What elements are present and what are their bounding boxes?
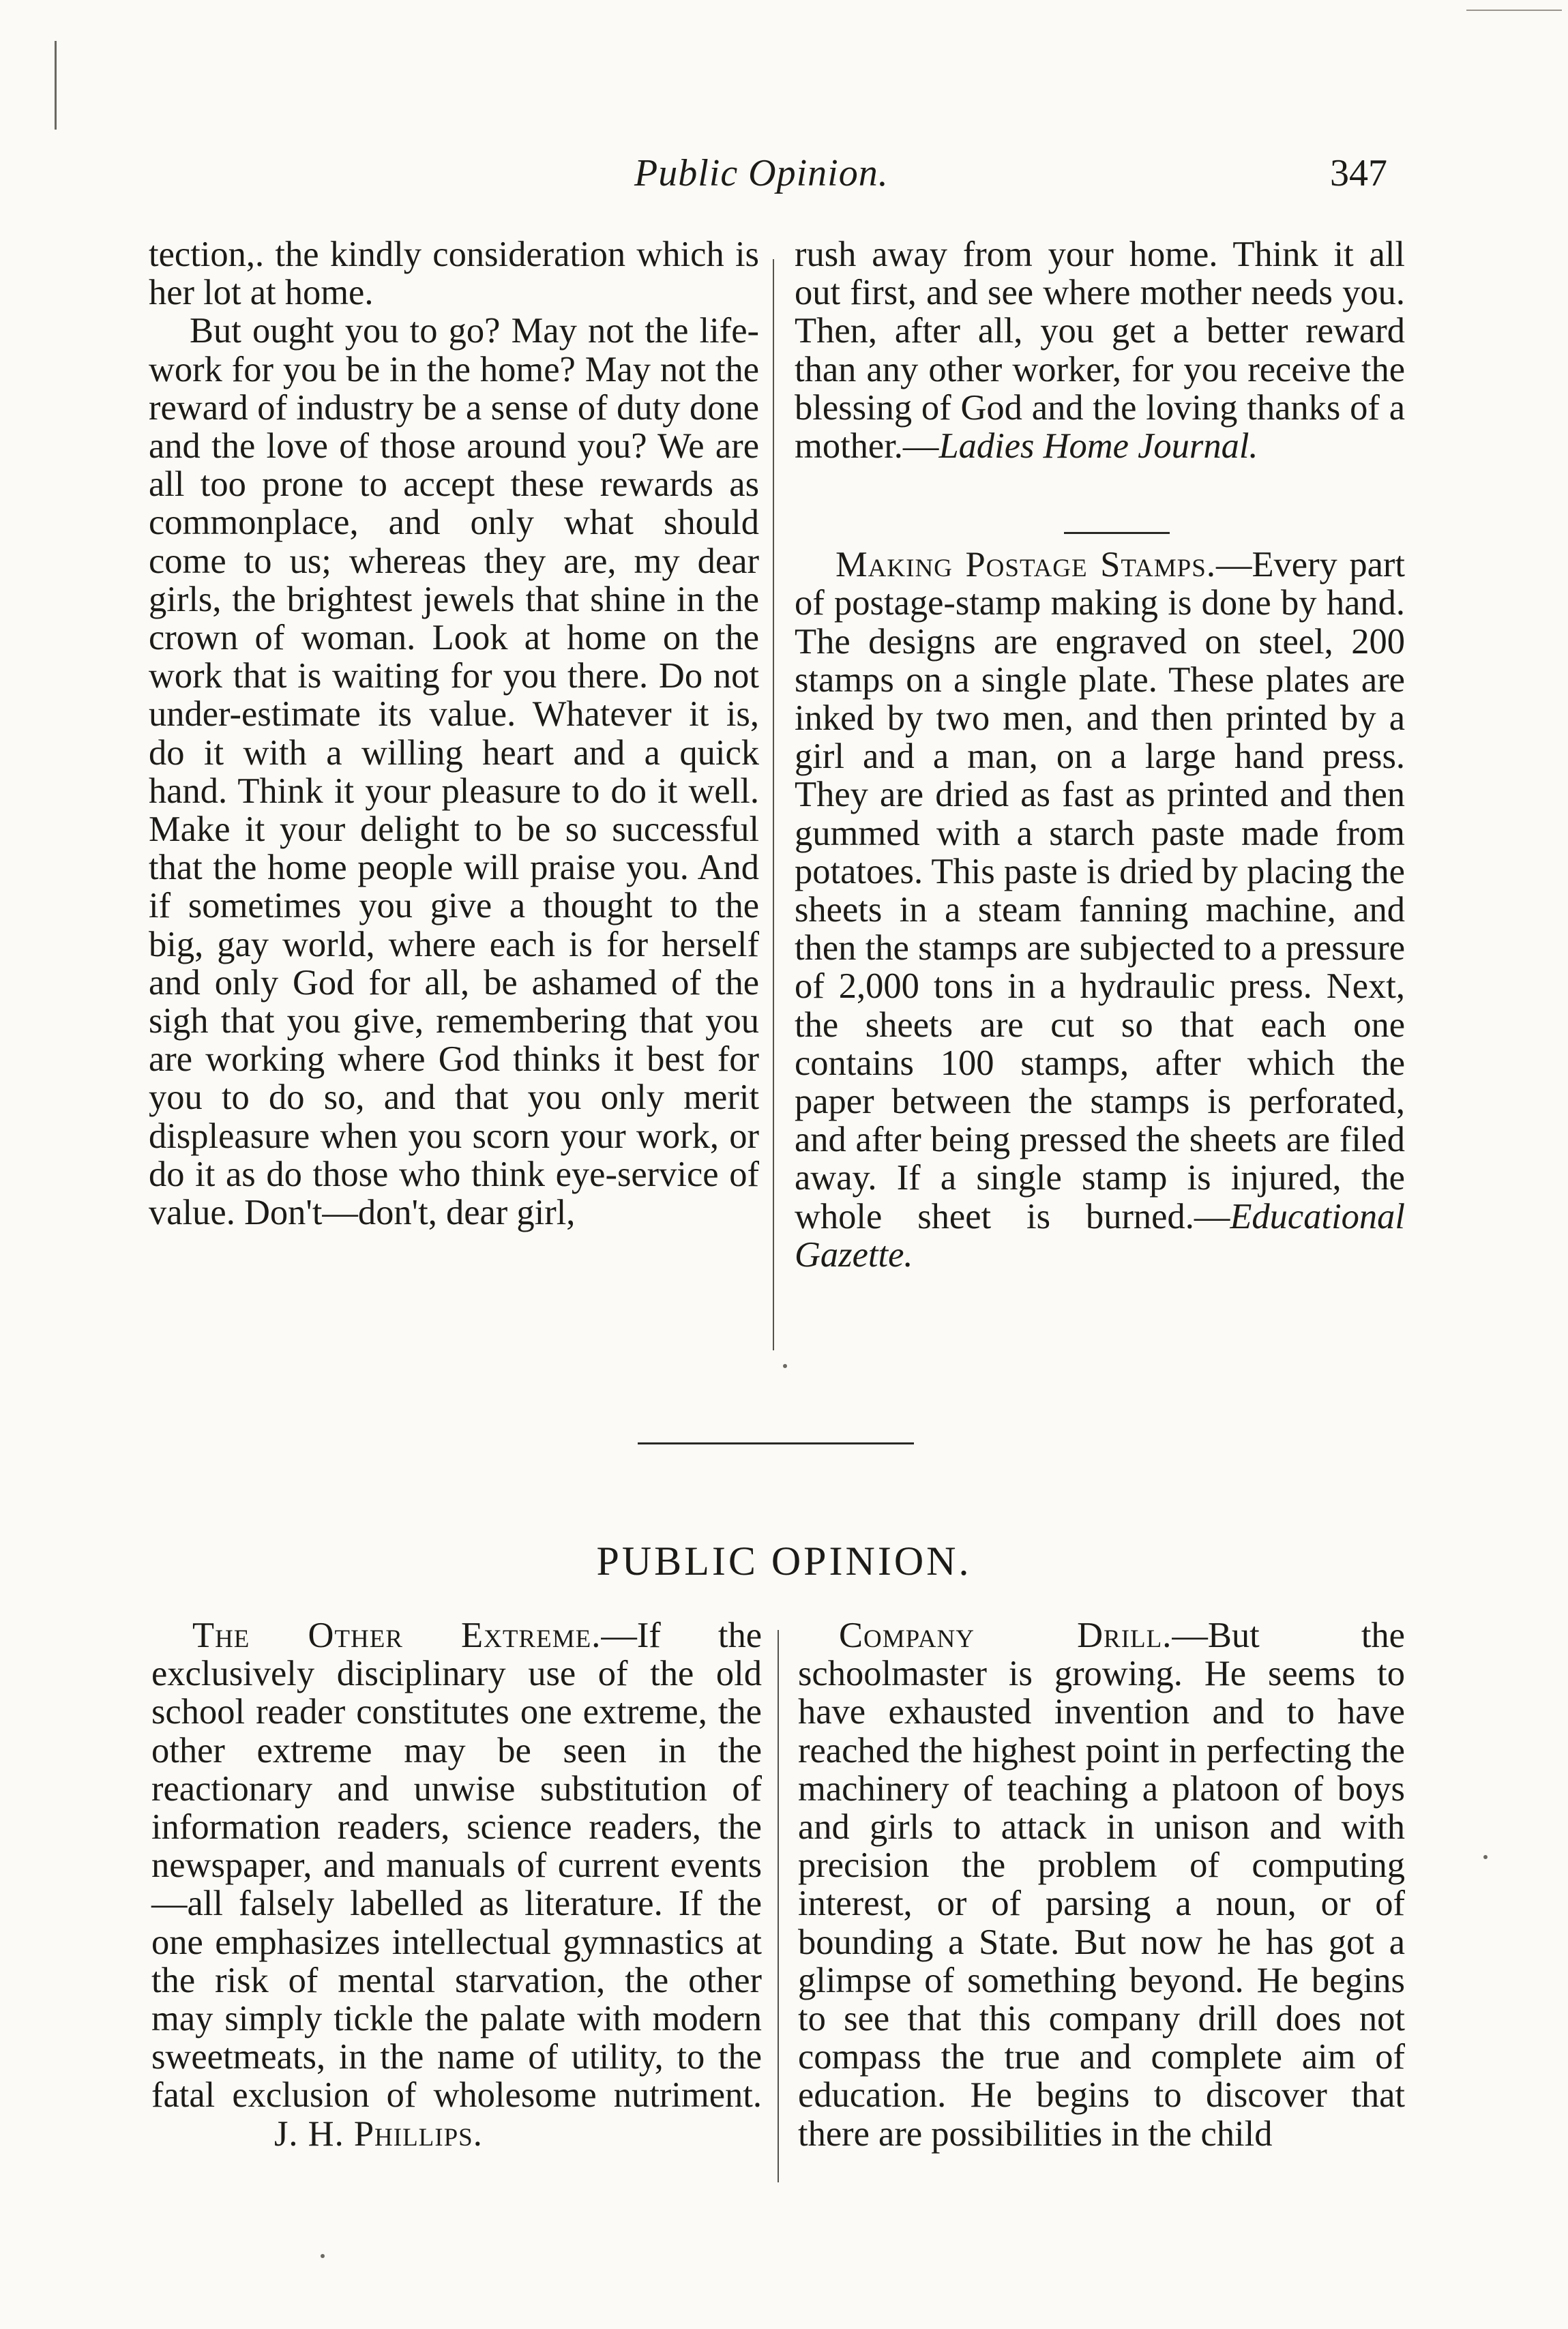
article-making-postage-stamps — [795, 546, 1405, 1274]
source-citation: Educational Gazette. — [795, 1196, 1405, 1275]
article-text: —If the exclusively disciplinary use of the old school reader constitutes one extreme, the other extreme may be seen in the reactionary and unwise substitution of information readers, science readers, the newspaper, and manuals of current events—all falsely labelled as literature. If the one emphasizes intellectual gymnastics at the risk of mental starvation, the other may simply tickle the palate with modern sweetmeats, in the name of utility, to the fatal exclusion of wholesome nutriment. — [151, 1616, 762, 2116]
article-heading: Company Drill. — [839, 1616, 1172, 1655]
article-company-drill — [798, 1616, 1405, 2153]
top-right-column — [795, 235, 1405, 1274]
speck — [1483, 1855, 1488, 1859]
article-heading: The Other Extreme. — [192, 1616, 602, 1655]
section-title: PUBLIC OPINION. — [596, 1539, 972, 1584]
speck — [783, 1364, 787, 1368]
page-number: 347 — [1330, 152, 1387, 194]
paragraph — [795, 235, 1405, 465]
running-title: Public Opinion. — [634, 152, 889, 194]
paragraph-text: rush away from your home. Think it all out first, and see where mother needs you. Then, after all, you get a better reward than any other worker, for you receive the blessing of God and the loving thanks of a mother.— — [795, 235, 1405, 466]
paragraph: tection,. the kindly consideration which is her lot at home. — [149, 235, 759, 313]
speck — [321, 2254, 325, 2258]
article-heading: Making Postage Stamps. — [835, 545, 1216, 585]
bottom-left-column — [151, 1616, 762, 2153]
article-text: —Every part of postage-stamp making is done by hand. The designs are engraved on steel, 200 stamps on a single plate. These plates are inked by two men, and then printed by a girl and a man, on a large hand press. They are dried as fast as printed and then gummed with a starch paste made from potatoes. This paste is dried by placing the sheets in a steam fanning machine, and then the stamps are subjected to a pressure of 2,000 tons in a hydraulic press. Next, the sheets are cut so that each one contains 100 stamps, after which the paper between the stamps is perforated, and after being pressed the sheets are filed away. If a single stamp is injured, the whole sheet is burned.— — [795, 545, 1406, 1236]
article-text: —But the schoolmaster is growing. He seems to have exhausted invention and to have reached the highest point in perfecting the machinery of teaching a platoon of boys and girls to attack in unison and with precision the problem of computing interest, or of parsing a noun, or of bounding a State. But now he has got a glimpse of something beyond. He begins to see that this company drill does not compass the true and complete aim of education. He begins to discover that there are possibilities in the child — [798, 1616, 1405, 2154]
article-the-other-extreme — [151, 1616, 762, 2153]
column-divider — [773, 259, 774, 1350]
top-left-column — [149, 235, 759, 1232]
section-rule — [638, 1442, 914, 1444]
bottom-right-column — [798, 1616, 1405, 2153]
author-signature: J. H. Phillips. — [274, 2113, 483, 2154]
paragraph: But ought you to go? May not the life-work for you be in the home? May not the reward of industry be a sense of duty done and the love of those around you? We are all too prone to accept these rewards as commonplace, and only what should come to us; whereas they are, my dear girls, the brightest jewels that shine in the crown of woman. Look at home on the work that is waiting for you there. Do not under-estimate its value. Whatever it is, do it with a willing heart and a quick hand. Think it your pleasure to do it well. Make it your delight to be so successful that the home people will praise you. And if sometimes you give a thought to the big, gay world, where each is for herself and only God for all, be ashamed of the sigh that you give, remembering that you are working where God thinks it best for you to do so, and that you only merit displeasure when you scorn your work, or do it as do those who think eye-service of value. Don't—don't, dear girl, — [149, 311, 759, 1233]
separator-rule — [1064, 532, 1170, 534]
top-edge-rule — [1466, 10, 1562, 11]
column-divider — [778, 1630, 779, 2182]
running-head — [0, 151, 1568, 199]
source-citation: Ladies Home Journal. — [938, 426, 1258, 466]
margin-mark — [55, 41, 57, 130]
